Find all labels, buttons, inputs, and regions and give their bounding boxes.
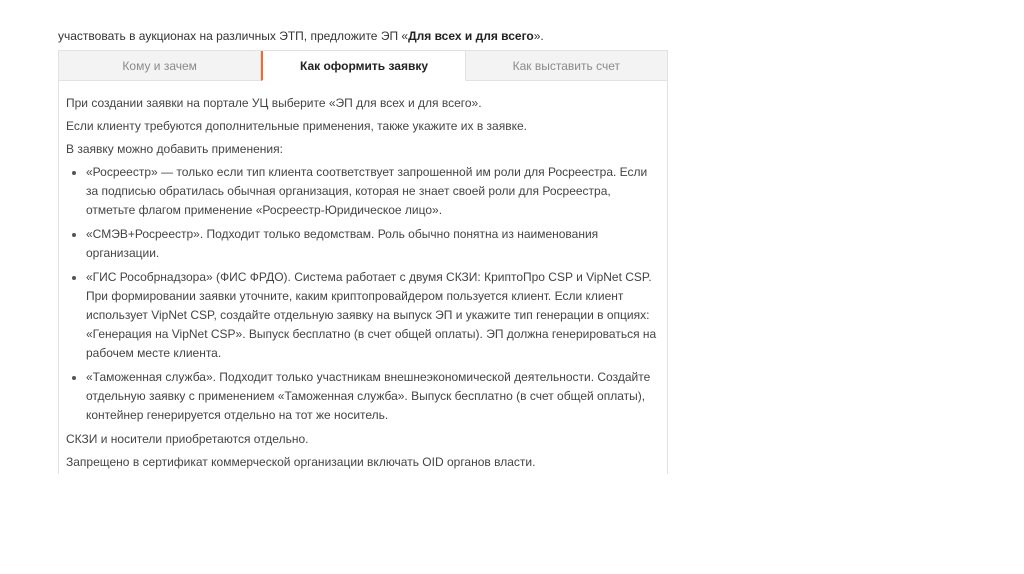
uses-list bbox=[66, 163, 659, 425]
paragraph-uses-intro: В заявку можно добавить применения: bbox=[66, 142, 283, 156]
tab-who-and-why[interactable]: Кому и зачем bbox=[59, 51, 261, 81]
tab-how-to-apply[interactable]: Как оформить заявку bbox=[261, 51, 465, 81]
tab-bar bbox=[58, 50, 668, 81]
paragraph-additional-uses: Если клиенту требуются дополнительные применения, также укажите их в заявке. bbox=[66, 119, 527, 133]
list-item-rosreestr: • «Росреестр» — только если тип клиента соответствует запрошенной им роли для Росреестра. Если за подписью обратилась обычная организация, которая не знает своей роли для Росреестра, отметьте флагом применение «Росреестр-Юридическое лицо». bbox=[86, 163, 659, 220]
list-item-smev: • «СМЭВ+Росреестр». Подходит только ведомствам. Роль обычно понятна из наименования организации. bbox=[86, 225, 659, 263]
list-item-customs: • «Таможенная служба». Подходит только участникам внешнеэкономической деятельности. Создайте отдельную заявку с применением «Таможенная служба». Выпуск бесплатно (в счет общей оплаты), контейнер генерируется отдельно на тот же носитель. bbox=[86, 368, 659, 425]
tab-how-to-invoice[interactable]: Как выставить счет bbox=[466, 51, 667, 81]
paragraph-skzi: СКЗИ и носители приобретаются отдельно. bbox=[66, 432, 309, 446]
paragraph-create-request: При создании заявки на портале УЦ выберите «ЭП для всех и для всего». bbox=[66, 96, 482, 110]
tab-panel bbox=[58, 81, 668, 474]
paragraph-oid: Запрещено в сертификат коммерческой организации включать OID органов власти. bbox=[66, 455, 536, 469]
intro-text-after: ». bbox=[533, 29, 544, 43]
intro-text-before: участвовать в аукционах на различных ЭТП, предложите ЭП « bbox=[58, 29, 409, 43]
intro-bold-product: Для всех и для всего bbox=[408, 29, 534, 43]
list-item-gis: • «ГИС Рособрнадзора» (ФИС ФРДО). Система работает с двумя СКЗИ: КриптоПро CSP и VipNet CSP. При формировании заявки уточните, каким криптопровайдером пользуется клиент. Если клиент использует VipNet CSP, создайте отдельную заявку на выпуск ЭП и укажите тип генерации в опциях: «Генерация на VipNet CSP». Выпуск бесплатно (в счет общей оплаты). ЭП должна генерироваться на рабочем месте клиента. bbox=[86, 268, 659, 363]
intro-text bbox=[58, 29, 544, 43]
tabs-container bbox=[58, 50, 668, 474]
